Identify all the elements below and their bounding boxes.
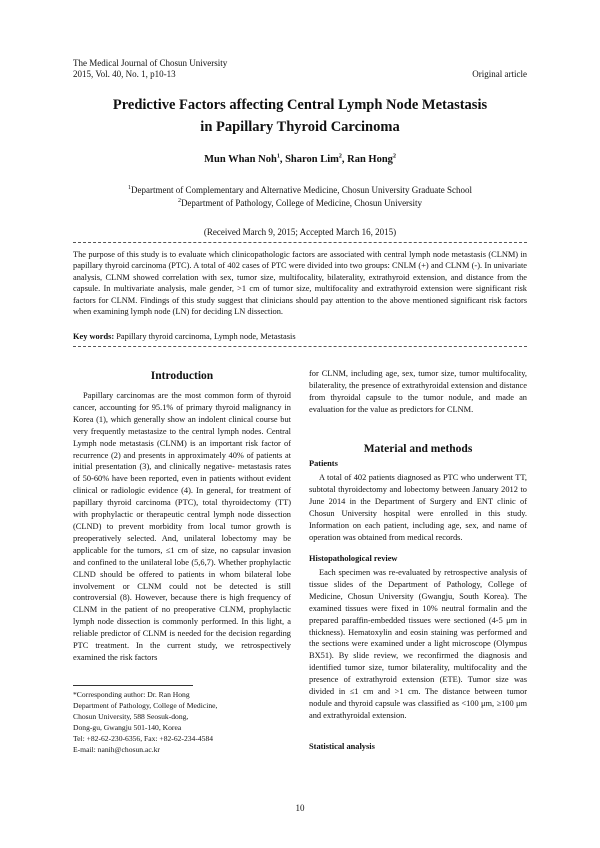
patients-heading: Patients [309, 459, 338, 468]
journal-citation: 2015, Vol. 40, No. 1, p10-13 [73, 69, 176, 79]
introduction-body [73, 390, 291, 664]
author-name: Mun Whan Noh [204, 154, 277, 165]
introduction-paragraph: Papillary carcinomas are the most common form of thyroid cancer, accounting for 95.1% of primary thyroid malignancy in Korea (1), which generally show an indolent clinical course but very frequently metastasize to the central lymph nodes. Central Lymph node metastasis (CLNM) is an important risk factor of recurrence (2) and presents in approximately 40% of patients at initial presentation (3), and clinically negative- metastasis rates of 50-60% have been reported, even in patients without evident clinical or radiologic evidence (4). In general, for treatment of papillary thyroid carcinoma (PTC), total thyroidectomy (TT) with prophylactic or therapeutic central lymph node dissection (CLND) to prevent morbidity from local tumor growth is preoperatively selected. And, unilateral lobectomy may be applicable for the tumors, ≤1 cm of size, no capsular invasion and confined to the unilateral lobe (5,6,7). Whether prophylactic CLND should be offered to patients in whom bilateral lobe involvement or CLNM could not be detected is still controversial (8). However, because there is high frequency of CLNM in the patient of no preoperative CLNM, prophylactic lymph node dissection is commonly performed. In this light, a reliable predictor of CLNM is needed for the decision regarding PTC treatment. In the current study, we retrospectively examined the risk factors [73, 391, 291, 662]
patients-body [309, 472, 527, 543]
keywords-line [73, 331, 527, 342]
histopathology-heading: Histopathological review [309, 554, 398, 563]
footnote-line: Dong-gu, Gwangju 501-140, Korea [73, 723, 182, 732]
affiliation-text: Department of Complementary and Alternative Medicine, Chosun University Graduate School [131, 185, 472, 195]
footnote-line: E-mail: nanih@chosun.ac.kr [73, 745, 160, 754]
author-name: Ran Hong [347, 154, 393, 165]
author-affiliation-mark: 2 [392, 153, 396, 160]
footnote-line: Tel: +82-62-230-6356, Fax: +82-62-234-4584 [73, 734, 214, 743]
methods-heading: Material and methods [363, 443, 473, 455]
article-title-line-1: Predictive Factors affecting Central Lymph Node Metastasis [112, 97, 488, 113]
histopathology-body [309, 567, 527, 722]
keywords-label: Key words: [73, 332, 115, 341]
author-affiliation-mark: 2 [338, 153, 342, 160]
article-type: Original article [472, 69, 527, 79]
received-dates: (Received March 9, 2015; Accepted March 16, 2015) [203, 227, 397, 237]
author-affiliation-mark: 1 [276, 153, 280, 160]
abstract-bottom-divider [73, 346, 527, 347]
histopathology-paragraph: Each specimen was re-evaluated by retrospective analysis of tissue slides of the Department of Pathology, College of Medicine, Chosun University (Gwangju, South Korea). The examined tissues were fixed in 10% neutral formalin and the prepared paraffin-embedded tissues were sectioned (4-5 μm in thickness). Hematoxylin and eosin staining was performed and the sections were examined under a light microscope (Olympus BX51). By slide review, we reconfirmed the diagnosis and identified tumor size, tumor bilaterality, multifocality and the presence of extrathyroid extension (ETE). Tumor size was divided in ≤1 cm and >1 cm. The distance between tumor nodule and thyroid capsule was classified as <100 μm, ≥100 μm and extrathyroidal extension. [309, 568, 527, 720]
introduction-continued [309, 368, 527, 416]
introduction-paragraph-continued: for CLNM, including age, sex, tumor size, tumor multifocality, bilaterality, the presence of extrathyroidal extension and distance from thyroidal capsule to the tumor nodule, and made an evaluation for the value as predictors for CLNM. [309, 369, 527, 414]
statistics-heading: Statistical analysis [309, 742, 375, 751]
affiliation-2 [0, 197, 600, 210]
footnote-line: Chosun University, 588 Seosuk-dong, [73, 712, 189, 721]
page-number: 10 [295, 803, 305, 813]
affiliation-text: Department of Pathology, College of Medicine, Chosun University [180, 198, 423, 208]
abstract: The purpose of this study is to evaluate which clinicopathologic factors are associated with central lymph node metastasis (CLNM) in papillary thyroid carcinoma (PTC). A total of 402 cases of PTC were divided into two groups: CNLM (+) and CLNM (-). In univariate analysis, CLNM showed correlation with sex, tumor size, multifocality, bilaterality, extrathyroid extension, and distance from the capsule. In multivariate analysis, male gender, >1 cm of tumor size, multifocality and extrathyroid extension were significant risk factors for CLNM. Findings of this study suggest that clinicians should pay attention to the above mentioned significant risk factors when examining lymph node (LN) for deciding LN dissection. [73, 250, 527, 317]
journal-name: The Medical Journal of Chosun University [73, 58, 228, 68]
affiliation-mark: 1 [128, 185, 132, 191]
affiliation-1 [0, 184, 600, 197]
introduction-heading: Introduction [150, 370, 214, 382]
abstract-top-divider [73, 242, 527, 243]
footnote-line: *Corresponding author: Dr. Ran Hong [73, 690, 190, 699]
affiliation-mark: 2 [177, 198, 181, 204]
footnote-divider [73, 685, 193, 686]
footnote-line: Department of Pathology, College of Medicine, [73, 701, 218, 710]
author-list: Mun Whan Noh$^1$, Sharon Lim$^2$, Ran Hong$^2$ [204, 153, 396, 165]
keywords: Papillary thyroid carcinoma, Lymph node, Metastasis [114, 332, 296, 341]
corresponding-author-footnote [73, 689, 293, 755]
patients-paragraph: A total of 402 patients diagnosed as PTC who underwent TT, subtotal thyroidectomy and lobectomy between January 2012 to June 2014 in the Department of Surgery and ENT clinic of Chosun University hospital were enrolled in this study. Information on each patient, including age, sex, and name of operation was obtained from medical records. [309, 473, 527, 542]
author-name: Sharon Lim [285, 154, 339, 165]
article-title-line-2: in Papillary Thyroid Carcinoma [200, 119, 400, 135]
